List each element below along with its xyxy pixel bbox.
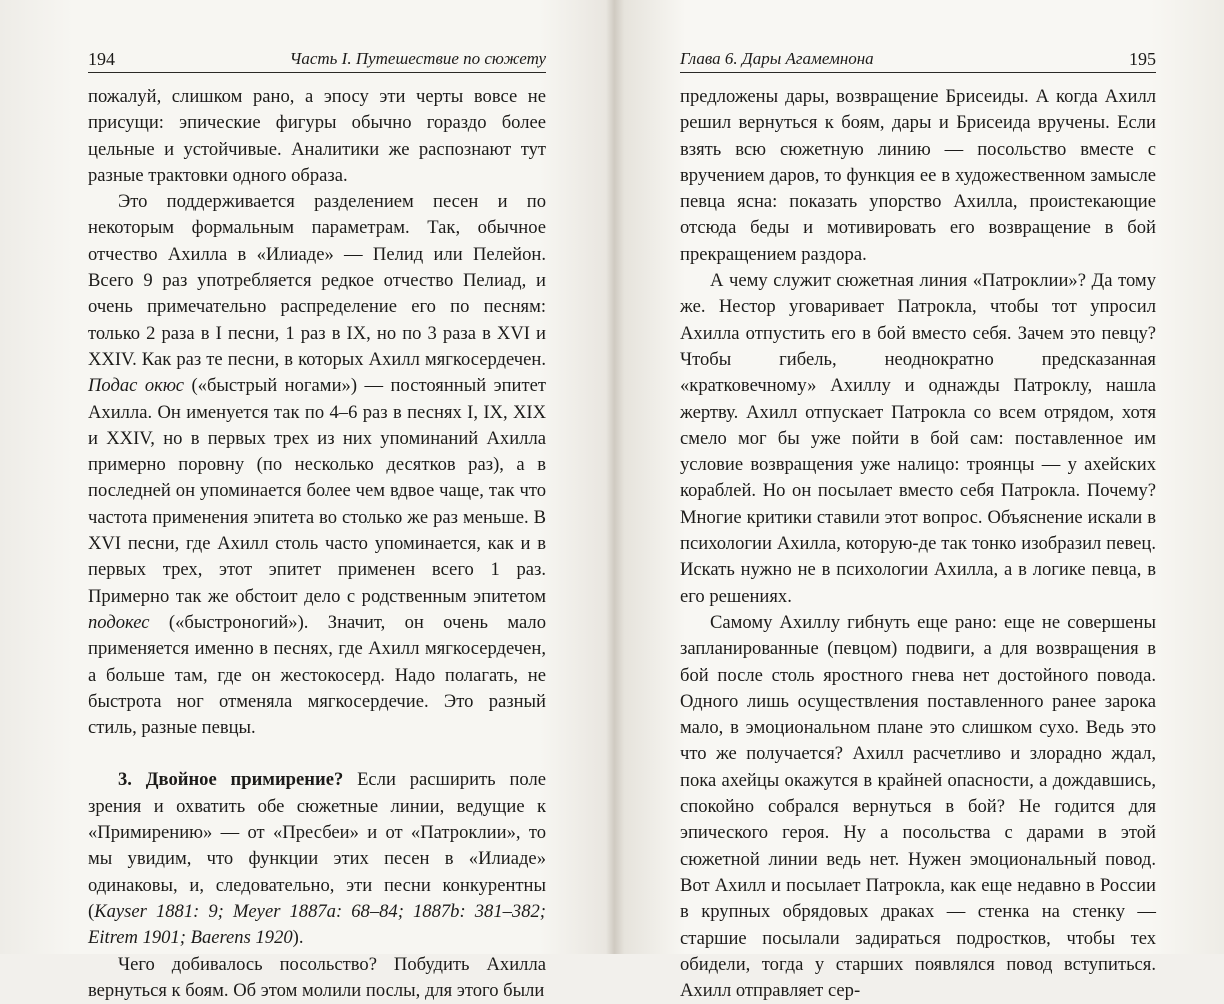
- left-page: [0, 0, 612, 954]
- right-running-head-title: Глава 6. Дары Агамемнона: [680, 48, 874, 70]
- italic-term: подокес: [88, 612, 150, 633]
- citation-references: Kayser 1881: 9; Meyer 1887a: 68–84; 1887b: 381–382; Eitrem 1901; Baerens 1920: [88, 901, 546, 948]
- left-running-head-title: Часть I. Путешествие по сюжету: [290, 48, 546, 70]
- left-running-head: [88, 48, 546, 73]
- paragraph-text: ).: [293, 927, 304, 948]
- left-page-number: 194: [88, 48, 115, 70]
- paragraph: Чего добивалось посольство? Побудить Ахилла вернуться к боям. Об этом молили послы, для этого были: [88, 952, 546, 1004]
- right-running-head: [680, 48, 1156, 73]
- paragraph-text: Это поддерживается разделением песен и по некоторым формальным параметрам. Так, обычное отчество Ахилла в «Илиаде» — Пелид или Пелейон. Всего 9 раз употребляется редкое отчество Пелиад, и очень примечательно распределение его по песням: только 2 раза в I песни, 1 раз в IX, но по 3 раза в XVI и XXIV. Как раз те песни, в которых Ахилл мягкосердечен.: [88, 191, 546, 370]
- section-paragraph: [88, 767, 546, 951]
- paragraph: А чему служит сюжетная линия «Патроклии»? Да тому же. Нестор уговаривает Патрокла, чтобы тот упросил Ахилла отпустить его в бой вместо себя. Зачем это певцу? Чтобы гибель, неоднократно предсказанная «кратковечному» Ахиллу и однажды Патроклу, нашла жертву. Ахилл отпускает Патрокла со всем отрядом, хотя смело мог бы уже пойти в бой сам: поставленное им условие возвращения уже налицо: троянцы — у ахейских кораблей. Но он посылает вместо себя Патрокла. Почему? Многие критики ставили этот вопрос. Объяснение искали в психологии Ахилла, которую-де так тонко изобразил певец. Искать нужно не в психологии Ахилла, а в логике певца, в его решениях.: [680, 268, 1156, 610]
- paragraph: пожалуй, слишком рано, а эпосу эти черты вовсе не присущи: эпические фигуры обычно гораздо более цельные и устойчивые. Аналитики же распознают тут разные трактовки одного образа.: [88, 84, 546, 189]
- right-page-number: 195: [1129, 48, 1156, 70]
- paragraph: предложены дары, возвращение Брисеиды. А когда Ахилл решил вернуться к боям, дары и Брисеида вручены. Если взять всю сюжетную линию — посольство вместе с вручением даров, то функция ее в художественном замысле певца ясна: показать упорство Ахилла, проистекающие отсюда беды и мотивировать его возвращение в бой прекращением раздора.: [680, 84, 1156, 268]
- paragraph-text: («быстроногий»). Значит, он очень мало применяется именно в песнях, где Ахилл мягкосердечен, а больше там, где он жестокосерд. Надо полагать, не быстрота ног отменяла мягкосердечие. Это разный стиль, разные певцы.: [88, 612, 546, 738]
- section-heading: 3. Двойное примирение?: [118, 769, 343, 790]
- paragraph: [88, 189, 546, 741]
- italic-term: Подас окюс: [88, 375, 184, 396]
- left-body-text: [88, 84, 546, 1004]
- right-page: [612, 0, 1224, 954]
- paragraph: Самому Ахиллу гибнуть еще рано: еще не совершены запланированные (певцом) подвиги, а для возвращения в бой после столь яростного гнева нет достойного повода. Одного лишь осуществления поставленного ранее зарока мало, в эмоциональном плане это слишком сухо. Ведь это что же получается? Ахилл расчетливо и злорадно ждал, пока ахейцы окажутся в крайней опасности, а дождавшись, спокойно собрался вернуться в бой? Не годится для эпического героя. Ну а посольства с дарами в этой сюжетной линии ведь нет. Нужен эмоциональный повод. Вот Ахилл и посылает Патрокла, как еще недавно в России в крупных обрядовых драках — стенка на стенку — старшие посылали задираться подростков, чтобы тех обидели, тогда у старших появлялся повод вступиться. Ахилл отправляет сер-: [680, 610, 1156, 1004]
- right-body-text: [680, 84, 1156, 1004]
- paragraph-text: Если расширить поле зрения и охватить обе сюжетные линии, ведущие к «Примирению» — от «Пресбеи» и от «Патроклии», то мы увидим, что функции этих песен в «Илиаде» одинаковы, и, следовательно, эти песни конкурентны (: [88, 769, 546, 921]
- paragraph-text: («быстрый ногами») — постоянный эпитет Ахилла. Он именуется так по 4–6 раз в песнях I, IX, XIX и XXIV, но в первых трех из них упоминаний Ахилла примерно поровну (по несколько десятков раз), а в последней он упоминается более чем вдвое чаще, так что частота применения эпитета во столько же раз меньше. В XVI песни, где Ахилл столь часто упоминается, как и в первых трех, этот эпитет применен всего 1 раз. Примерно так же обстоит дело с родственным эпитетом: [88, 375, 546, 606]
